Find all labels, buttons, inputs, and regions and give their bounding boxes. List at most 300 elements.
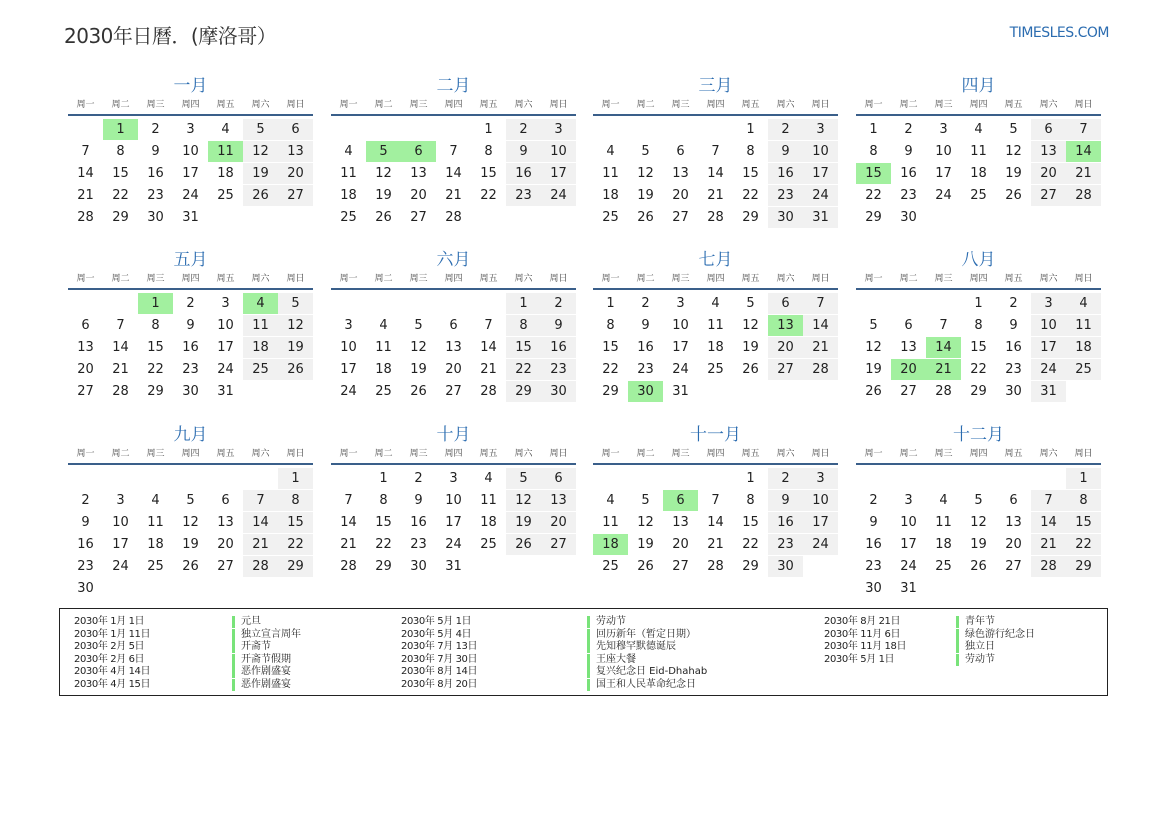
day-cell: 23 [68,555,103,577]
day-cell: 16 [541,336,576,358]
day-cell: 2 [856,489,891,511]
weekday-label: 周四 [181,449,200,459]
day-cell: 10 [103,511,138,533]
day-cell: 15 [961,336,996,358]
day-cell: 20 [996,533,1031,555]
day-cell: 16 [768,162,803,184]
weekday-label: 周三 [146,100,165,110]
day-cell: 28 [698,555,733,577]
day-cell: 15 [1066,511,1101,533]
day-cell: 26 [173,555,208,577]
weekday-label: 周五 [479,274,498,284]
day-cell: 4 [366,314,401,336]
day-cell: 29 [856,206,891,228]
day-cell: 3 [208,292,243,314]
day-cell: 22 [593,358,628,380]
day-cell: 25 [366,380,401,402]
day-cell: 20 [1031,162,1066,184]
day-cell: 16 [628,336,663,358]
month-block [593,248,838,402]
empty-cell [68,292,103,314]
weekday-label: 周二 [111,274,130,284]
weekday-label: 周六 [1039,100,1058,110]
day-cell: 14 [331,511,366,533]
day-cell: 2 [506,118,541,140]
weekday-label: 周五 [479,449,498,459]
empty-cell [68,118,103,140]
month-title: 六月 [436,250,471,270]
day-cell: 6 [1031,118,1066,140]
day-cell: 31 [173,206,208,228]
day-cell: 14 [243,511,278,533]
empty-cell [401,292,436,314]
day-cell: 7 [1066,118,1101,140]
day-cell: 25 [471,533,506,555]
day-cell: 9 [68,511,103,533]
day-cell: 15 [733,511,768,533]
weekday-label: 周日 [286,100,305,110]
day-cell: 7 [68,140,103,162]
day-cell: 29 [593,380,628,402]
day-cell: 29 [733,206,768,228]
holiday-day-cell: 20 [891,358,926,380]
legend-holiday-name: 回历新年（暂定日期） [587,629,696,641]
day-cell: 25 [243,358,278,380]
weekday-label: 周五 [479,100,498,110]
day-cell: 9 [768,140,803,162]
day-cell: 4 [698,292,733,314]
month-block [856,74,1101,228]
weekday-label: 周六 [776,100,795,110]
day-cell: 1 [856,118,891,140]
day-cell: 16 [68,533,103,555]
day-cell: 24 [891,555,926,577]
weekday-label: 周二 [374,274,393,284]
day-cell: 19 [243,162,278,184]
legend-holiday-name: 元旦 [232,616,261,628]
weekday-label: 周五 [741,100,760,110]
weekday-header [331,272,576,290]
weekday-label: 周日 [549,274,568,284]
day-cell: 24 [663,358,698,380]
month-block [331,74,576,228]
empty-cell [926,467,961,489]
day-cell: 17 [103,533,138,555]
weekday-label: 周四 [969,100,988,110]
weekday-label: 周六 [514,449,533,459]
day-cell: 24 [803,533,838,555]
day-grid [856,290,1101,402]
day-cell: 6 [541,467,576,489]
day-cell: 12 [401,336,436,358]
weekday-label: 周六 [251,449,270,459]
day-cell: 21 [698,184,733,206]
day-cell: 22 [138,358,173,380]
day-cell: 16 [138,162,173,184]
day-cell: 27 [1031,184,1066,206]
month-title: 七月 [698,250,733,270]
day-cell: 29 [1066,555,1101,577]
weekday-label: 周二 [899,100,918,110]
month-block [331,248,576,402]
day-cell: 28 [331,555,366,577]
day-cell: 15 [138,336,173,358]
day-cell: 21 [243,533,278,555]
weekday-label: 周二 [636,449,655,459]
day-cell: 14 [103,336,138,358]
empty-cell [1031,467,1066,489]
legend-date: 2030年 8月 14日 [401,666,478,677]
day-cell: 30 [173,380,208,402]
day-cell: 3 [103,489,138,511]
day-cell: 31 [1031,380,1066,402]
day-cell: 16 [173,336,208,358]
legend-holiday-name: 国王和人民革命纪念日 [587,679,696,691]
weekday-label: 周三 [409,100,428,110]
day-cell: 12 [243,140,278,162]
day-cell: 4 [961,118,996,140]
day-cell: 10 [331,336,366,358]
day-cell: 26 [506,533,541,555]
day-cell: 1 [593,292,628,314]
legend-holiday-name: 独立日 [956,641,995,653]
weekday-label: 周一 [76,449,95,459]
day-grid [593,290,838,402]
day-cell: 15 [103,162,138,184]
weekday-label: 周四 [969,449,988,459]
day-cell: 8 [733,489,768,511]
day-cell: 23 [628,358,663,380]
empty-cell [243,467,278,489]
day-cell: 30 [138,206,173,228]
weekday-label: 周五 [1004,274,1023,284]
day-cell: 14 [471,336,506,358]
day-cell: 31 [803,206,838,228]
day-cell: 30 [856,577,891,599]
day-cell: 3 [173,118,208,140]
month-title: 十二月 [953,425,1004,445]
day-cell: 9 [996,314,1031,336]
day-cell: 14 [436,162,471,184]
day-cell: 16 [891,162,926,184]
month-block [68,74,313,228]
day-cell: 21 [103,358,138,380]
legend-holiday-name: 绿色游行纪念日 [956,629,1035,641]
day-cell: 5 [278,292,313,314]
day-cell: 24 [541,184,576,206]
weekday-label: 周二 [636,100,655,110]
day-cell: 18 [961,162,996,184]
day-cell: 20 [278,162,313,184]
holiday-day-cell: 30 [628,380,663,402]
day-cell: 5 [173,489,208,511]
day-cell: 10 [208,314,243,336]
day-cell: 26 [366,206,401,228]
day-grid [68,116,313,228]
day-cell: 29 [506,380,541,402]
weekday-label: 周三 [934,449,953,459]
empty-cell [401,118,436,140]
weekday-label: 周日 [811,449,830,459]
weekday-label: 周一 [339,274,358,284]
day-cell: 13 [208,511,243,533]
legend-date: 2030年 8月 20日 [401,678,478,690]
weekday-label: 周三 [934,100,953,110]
day-cell: 4 [208,118,243,140]
day-cell: 28 [243,555,278,577]
weekday-label: 周三 [934,274,953,284]
day-cell: 12 [856,336,891,358]
day-cell: 7 [698,140,733,162]
weekday-header [68,447,313,465]
legend-date: 2030年 2月 6日 [74,653,145,665]
weekday-label: 周一 [864,274,883,284]
holiday-day-cell: 21 [926,358,961,380]
day-cell: 8 [1066,489,1101,511]
day-cell: 10 [541,140,576,162]
weekday-header [856,98,1101,116]
day-cell: 22 [733,533,768,555]
empty-cell [926,292,961,314]
day-cell: 8 [471,140,506,162]
day-cell: 26 [401,380,436,402]
day-cell: 3 [436,467,471,489]
weekday-label: 周四 [969,274,988,284]
month-title: 五月 [173,250,208,270]
day-grid [68,465,313,599]
day-cell: 11 [961,140,996,162]
day-cell: 13 [891,336,926,358]
weekday-label: 周三 [409,449,428,459]
day-cell: 26 [996,184,1031,206]
day-cell: 21 [1031,533,1066,555]
day-cell: 9 [891,140,926,162]
day-cell: 6 [768,292,803,314]
day-cell: 11 [471,489,506,511]
empty-cell [103,292,138,314]
weekday-header [593,447,838,465]
day-cell: 23 [138,184,173,206]
day-cell: 3 [331,314,366,336]
day-cell: 6 [663,140,698,162]
day-cell: 26 [243,184,278,206]
day-cell: 5 [856,314,891,336]
day-cell: 18 [1066,336,1101,358]
day-cell: 26 [628,555,663,577]
day-cell: 23 [856,555,891,577]
day-cell: 10 [891,511,926,533]
day-cell: 13 [1031,140,1066,162]
legend-date: 2030年 5月 4日 [401,628,472,640]
day-cell: 8 [278,489,313,511]
empty-cell [366,292,401,314]
day-cell: 18 [331,184,366,206]
month-block [68,423,313,599]
day-cell: 18 [243,336,278,358]
legend-holiday-name: 开斋节假期 [232,654,291,666]
weekday-label: 周三 [671,100,690,110]
day-cell: 20 [541,511,576,533]
day-cell: 26 [961,555,996,577]
weekday-label: 周一 [601,449,620,459]
weekday-header [856,447,1101,465]
day-cell: 19 [401,358,436,380]
day-cell: 10 [803,489,838,511]
day-cell: 9 [541,314,576,336]
month-title: 二月 [436,76,471,96]
day-cell: 23 [173,358,208,380]
weekday-label: 周四 [706,449,725,459]
day-cell: 7 [926,314,961,336]
day-cell: 28 [68,206,103,228]
day-cell: 10 [803,140,838,162]
day-cell: 8 [961,314,996,336]
day-cell: 16 [506,162,541,184]
day-cell: 17 [1031,336,1066,358]
holiday-day-cell: 15 [856,162,891,184]
day-cell: 10 [173,140,208,162]
day-cell: 13 [278,140,313,162]
day-cell: 21 [471,358,506,380]
weekday-label: 周五 [216,274,235,284]
day-cell: 7 [103,314,138,336]
day-cell: 24 [331,380,366,402]
day-cell: 7 [803,292,838,314]
day-cell: 17 [208,336,243,358]
day-cell: 12 [961,511,996,533]
day-cell: 24 [803,184,838,206]
day-cell: 1 [733,467,768,489]
day-cell: 12 [628,162,663,184]
day-cell: 6 [891,314,926,336]
day-cell: 12 [996,140,1031,162]
day-cell: 29 [366,555,401,577]
empty-cell [698,118,733,140]
weekday-label: 周五 [1004,449,1023,459]
weekday-label: 周六 [251,274,270,284]
weekday-label: 周三 [671,449,690,459]
day-cell: 31 [436,555,471,577]
day-cell: 12 [628,511,663,533]
weekday-header [68,98,313,116]
holiday-day-cell: 13 [768,314,803,336]
day-cell: 1 [506,292,541,314]
day-grid [593,116,838,228]
day-cell: 27 [663,555,698,577]
day-cell: 6 [278,118,313,140]
month-block [593,74,838,228]
day-cell: 22 [506,358,541,380]
day-cell: 17 [926,162,961,184]
page-title: 2030年日曆．(摩洛哥） [64,24,277,48]
weekday-label: 周三 [146,274,165,284]
weekday-label: 周二 [899,449,918,459]
holiday-day-cell: 1 [138,292,173,314]
day-cell: 17 [803,162,838,184]
empty-cell [856,467,891,489]
day-cell: 20 [663,533,698,555]
day-cell: 5 [961,489,996,511]
weekday-label: 周三 [146,449,165,459]
day-cell: 6 [436,314,471,336]
day-cell: 21 [803,336,838,358]
weekday-label: 周日 [286,449,305,459]
day-cell: 11 [698,314,733,336]
weekday-label: 周四 [444,100,463,110]
day-cell: 3 [803,467,838,489]
legend-date: 2030年 8月 21日 [824,616,901,627]
day-cell: 2 [768,118,803,140]
day-cell: 27 [768,358,803,380]
day-cell: 21 [1066,162,1101,184]
day-cell: 2 [138,118,173,140]
day-cell: 5 [401,314,436,336]
weekday-label: 周四 [706,274,725,284]
day-cell: 22 [103,184,138,206]
day-cell: 14 [68,162,103,184]
day-cell: 9 [173,314,208,336]
brand-link[interactable]: TIMESLES.COM [1009,25,1109,41]
day-cell: 26 [278,358,313,380]
day-cell: 21 [436,184,471,206]
day-grid [856,116,1101,228]
day-cell: 2 [628,292,663,314]
day-cell: 10 [436,489,471,511]
day-cell: 29 [103,206,138,228]
weekday-label: 周六 [514,274,533,284]
day-cell: 18 [138,533,173,555]
day-cell: 28 [1066,184,1101,206]
day-cell: 11 [138,511,173,533]
weekday-label: 周六 [776,274,795,284]
day-cell: 28 [471,380,506,402]
day-grid [331,465,576,577]
day-cell: 25 [331,206,366,228]
day-cell: 4 [331,140,366,162]
weekday-header [856,272,1101,290]
day-cell: 23 [891,184,926,206]
day-cell: 20 [768,336,803,358]
weekday-label: 周日 [286,274,305,284]
legend-holiday-name: 王座大餐 [587,654,636,666]
day-cell: 10 [926,140,961,162]
day-cell: 24 [1031,358,1066,380]
weekday-label: 周二 [111,100,130,110]
weekday-label: 周一 [864,100,883,110]
empty-cell [996,467,1031,489]
day-cell: 8 [856,140,891,162]
day-cell: 10 [1031,314,1066,336]
weekday-label: 周五 [741,449,760,459]
weekday-label: 周四 [181,274,200,284]
legend-holiday-name: 先知穆罕默德诞辰 [587,641,676,653]
day-grid [331,290,576,402]
day-cell: 9 [628,314,663,336]
day-cell: 11 [243,314,278,336]
day-cell: 8 [103,140,138,162]
day-cell: 17 [803,511,838,533]
day-cell: 14 [803,314,838,336]
weekday-label: 周六 [1039,274,1058,284]
day-cell: 7 [1031,489,1066,511]
day-cell: 23 [401,533,436,555]
legend-holiday-name: 青年节 [956,616,995,628]
day-cell: 26 [628,206,663,228]
day-cell: 18 [208,162,243,184]
day-cell: 19 [996,162,1031,184]
day-cell: 9 [138,140,173,162]
day-cell: 28 [926,380,961,402]
